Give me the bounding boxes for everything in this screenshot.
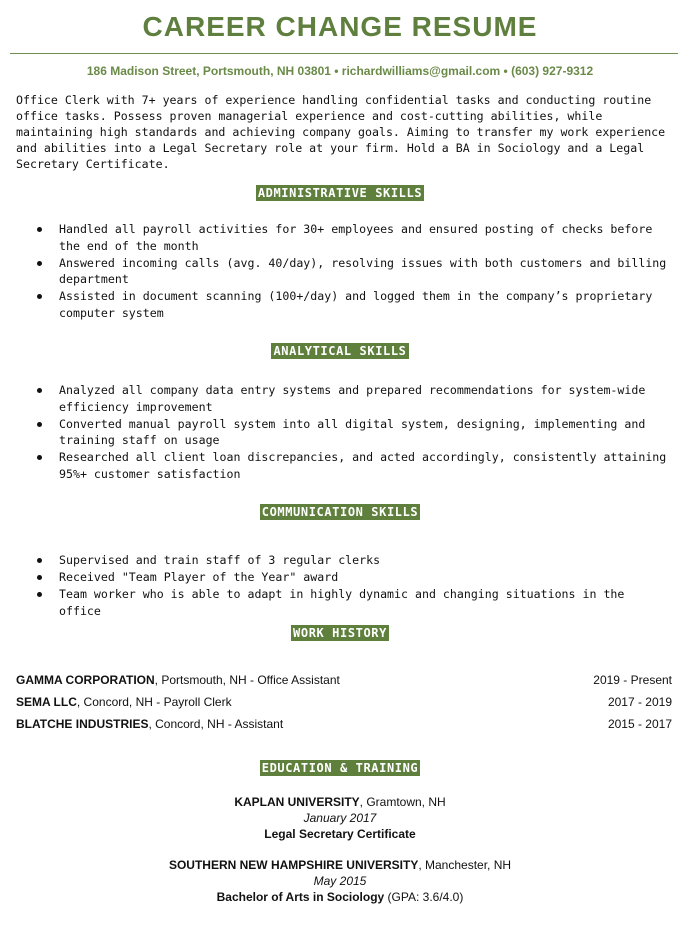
administrative-skills-list: [0, 221, 668, 322]
section-heading-education: [0, 759, 680, 777]
job-entry: [16, 671, 340, 689]
job-entry: [16, 693, 232, 711]
contact-line: 186 Madison Street, Portsmouth, NH 03801 • richardwilliams@gmail.com • (603) 927-9312: [86, 64, 594, 78]
section-heading-label: WORK HISTORY: [293, 626, 387, 640]
bullet-icon: [37, 227, 42, 232]
list-item-text: Answered incoming calls (avg. 40/day), resolving issues with both customers and billing department: [59, 255, 667, 286]
list-item: [0, 416, 668, 449]
education-credential-line: [0, 826, 680, 842]
list-item: [0, 449, 668, 482]
school-location: , Gramtown, NH: [359, 795, 446, 809]
section-heading-analytical: [0, 342, 680, 360]
list-item: [0, 552, 668, 569]
bullet-icon: [37, 592, 42, 597]
list-item: [0, 255, 668, 288]
list-item: [0, 288, 668, 321]
bullet-icon: [37, 294, 42, 299]
section-heading-label: COMMUNICATION SKILLS: [261, 505, 419, 519]
resume-title: CAREER CHANGE RESUME: [142, 11, 538, 42]
summary-paragraph: Office Clerk with 7+ years of experience handling confidential tasks and conducting routine office tasks. Possess proven managerial experience and cost-cutting abilities, while maintaining high standards and achieving company goals. Aiming to transfer my work experience and abilities into a Legal Secretary role at your firm. Hold a BA in Sociology and a Legal Secretary Certificate.: [16, 93, 666, 171]
section-heading-communication: [0, 503, 680, 521]
list-item-text: Converted manual payroll system into all digital system, designing, implementing and training staff on usage: [59, 416, 646, 447]
list-item-text: Researched all client loan discrepancies, and acted accordingly, consistently attaining 95%+ customer satisfaction: [59, 450, 667, 481]
school-name: KAPLAN UNIVERSITY: [234, 795, 360, 809]
title-divider: [10, 53, 678, 54]
education-date: [0, 873, 680, 889]
list-item: [0, 382, 668, 415]
school-name: SOUTHERN NEW HAMPSHIRE UNIVERSITY: [168, 858, 419, 872]
bullet-icon: [37, 261, 42, 266]
job-entry: [16, 715, 283, 733]
job-detail: , Concord, NH - Assistant: [148, 717, 284, 731]
job-dates: 2019 - Present: [593, 673, 672, 687]
education-school-line: [0, 794, 680, 810]
bullet-icon: [37, 455, 42, 460]
company-name: SEMA LLC: [16, 695, 77, 709]
credential: Bachelor of Arts in Sociology: [216, 890, 385, 904]
section-heading-work-history: [0, 624, 680, 642]
job-detail: , Concord, NH - Payroll Clerk: [76, 695, 232, 709]
work-history-row: [16, 715, 672, 733]
list-item-text: Supervised and train staff of 3 regular clerks: [59, 553, 381, 567]
section-heading-label: EDUCATION & TRAINING: [261, 761, 419, 775]
education-school-line: [0, 857, 680, 873]
job-dates: 2015 - 2017: [607, 717, 672, 731]
credential-extra: (GPA: 3.6/4.0): [384, 890, 464, 904]
list-item: [0, 221, 668, 254]
communication-skills-list: [0, 552, 668, 620]
list-item-text: Received "Team Player of the Year" award: [59, 570, 339, 584]
company-name: BLATCHE INDUSTRIES: [16, 717, 149, 731]
list-item: [0, 586, 668, 619]
section-heading-label: ADMINISTRATIVE SKILLS: [257, 186, 423, 200]
bullet-icon: [37, 575, 42, 580]
list-item-text: Team worker who is able to adapt in highly dynamic and changing situations in the office: [59, 587, 625, 618]
work-history-row: [16, 693, 672, 711]
school-location: , Manchester, NH: [418, 858, 512, 872]
bullet-icon: [37, 558, 42, 563]
graduation-date: January 2017: [303, 811, 377, 825]
list-item-text: Handled all payroll activities for 30+ employees and ensured posting of checks before the end of the month: [59, 222, 653, 253]
work-history-row: [16, 671, 672, 689]
job-detail: , Portsmouth, NH - Office Assistant: [154, 673, 340, 687]
bullet-icon: [37, 388, 42, 393]
credential: Legal Secretary Certificate: [264, 827, 416, 841]
list-item-text: Analyzed all company data entry systems and prepared recommendations for system-wide efficiency improvement: [59, 383, 646, 414]
list-item: [0, 569, 668, 586]
graduation-date: May 2015: [313, 874, 367, 888]
section-heading-administrative: [0, 184, 680, 202]
section-heading-label: ANALYTICAL SKILLS: [273, 344, 407, 358]
bullet-icon: [37, 422, 42, 427]
analytical-skills-list: [0, 382, 668, 483]
job-dates: 2017 - 2019: [607, 695, 672, 709]
list-item-text: Assisted in document scanning (100+/day) and logged them in the company’s proprietary computer system: [59, 289, 653, 320]
education-credential-line: [0, 889, 680, 905]
company-name: GAMMA CORPORATION: [16, 673, 155, 687]
education-date: [0, 810, 680, 826]
